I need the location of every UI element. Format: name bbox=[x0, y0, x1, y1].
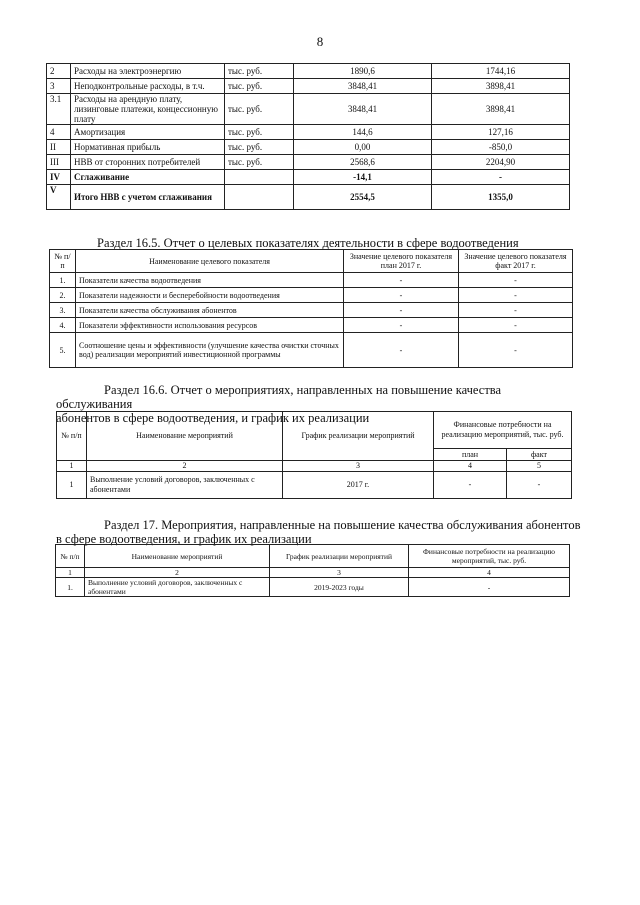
row-fact: 3898,41 bbox=[432, 94, 570, 125]
row-name: Показатели надежности и бесперебойности водоотведения bbox=[76, 288, 344, 303]
row-unit: тыс. руб. bbox=[225, 94, 294, 125]
row-number: 1 bbox=[57, 472, 87, 499]
row-fact: -850,0 bbox=[432, 140, 570, 155]
header-fact: Значение целевого показателя факт 2017 г. bbox=[459, 250, 573, 273]
row-name: Расходы на электроэнергию bbox=[71, 64, 225, 79]
row-unit: тыс. руб. bbox=[225, 155, 294, 170]
column-number: 2 bbox=[87, 461, 283, 472]
table-row bbox=[47, 94, 570, 125]
row-fact: 1744,16 bbox=[432, 64, 570, 79]
row-number: 4. bbox=[50, 318, 76, 333]
row-fact: 1355,0 bbox=[432, 185, 570, 210]
row-unit: тыс. руб. bbox=[225, 125, 294, 140]
table-row bbox=[47, 79, 570, 94]
row-number: 4 bbox=[47, 125, 71, 140]
planned-measures-table bbox=[55, 544, 570, 597]
header-schedule: График реализации мероприятий bbox=[270, 545, 409, 568]
column-number: 4 bbox=[434, 461, 507, 472]
table-row bbox=[50, 333, 573, 368]
table-header-row bbox=[57, 412, 572, 449]
row-fact: - bbox=[459, 273, 573, 288]
header-finance: Финансовые потребности на реализацию мероприятий, тыс. руб. bbox=[409, 545, 570, 568]
row-schedule: 2017 г. bbox=[283, 472, 434, 499]
row-plan: 2568,6 bbox=[294, 155, 432, 170]
row-fact: - bbox=[459, 318, 573, 333]
row-number: III bbox=[47, 155, 71, 170]
row-name: Неподконтрольные расходы, в т.ч. bbox=[71, 79, 225, 94]
header-num: № п/п bbox=[56, 545, 85, 568]
table-row bbox=[47, 64, 570, 79]
row-name: Амортизация bbox=[71, 125, 225, 140]
row-number: 5. bbox=[50, 333, 76, 368]
row-fact: 2204,90 bbox=[432, 155, 570, 170]
row-number: IV bbox=[47, 170, 71, 185]
row-plan: - bbox=[434, 472, 507, 499]
row-unit bbox=[225, 170, 294, 185]
table-row bbox=[47, 140, 570, 155]
header-name: Наименование мероприятий bbox=[85, 545, 270, 568]
header-name: Наименование мероприятий bbox=[87, 412, 283, 461]
table-row bbox=[57, 472, 572, 499]
column-number: 4 bbox=[409, 568, 570, 578]
row-unit: тыс. руб. bbox=[225, 140, 294, 155]
row-plan: 2554,5 bbox=[294, 185, 432, 210]
row-plan: 0,00 bbox=[294, 140, 432, 155]
row-fact: - bbox=[459, 303, 573, 318]
row-number: V bbox=[47, 185, 71, 210]
row-number: 3 bbox=[47, 79, 71, 94]
table-row bbox=[56, 578, 570, 597]
row-unit: тыс. руб. bbox=[225, 64, 294, 79]
section-17-title: Раздел 17. Мероприятия, направленные на повышение качества обслуживания абонентов в сфере водоотведения, и график их реализации bbox=[56, 518, 581, 546]
row-unit: тыс. руб. bbox=[225, 79, 294, 94]
row-fact: 3898,41 bbox=[432, 79, 570, 94]
row-number: 2 bbox=[47, 64, 71, 79]
header-plan: план bbox=[434, 449, 507, 461]
header-name: Наименование целевого показателя bbox=[76, 250, 344, 273]
row-unit bbox=[225, 185, 294, 210]
row-name: Показатели качества обслуживания абонентов bbox=[76, 303, 344, 318]
row-name: Соотношение цены и эффективности (улучшение качества очистки сточных вод) реализации мероприятий инвестиционной программы bbox=[76, 333, 344, 368]
row-plan: 144,6 bbox=[294, 125, 432, 140]
row-name: Показатели эффективности использования ресурсов bbox=[76, 318, 344, 333]
table-row bbox=[47, 155, 570, 170]
row-plan: - bbox=[344, 333, 459, 368]
table-header-row bbox=[56, 545, 570, 568]
table-row bbox=[47, 125, 570, 140]
measures-report-table bbox=[56, 411, 572, 499]
header-num: № п/п bbox=[50, 250, 76, 273]
budget-table bbox=[46, 63, 570, 210]
row-name: Расходы на арендную плату, лизинговые платежи, концессионную плату bbox=[71, 94, 225, 125]
row-fact: 127,16 bbox=[432, 125, 570, 140]
section-16-5-title: Раздел 16.5. Отчет о целевых показателях деятельности в сфере водоотведения bbox=[97, 236, 519, 250]
row-name: НВВ от сторонних потребителей bbox=[71, 155, 225, 170]
row-plan: - bbox=[344, 273, 459, 288]
header-fact: факт bbox=[507, 449, 572, 461]
table-row bbox=[47, 185, 570, 210]
row-fact: - bbox=[459, 288, 573, 303]
table-row bbox=[50, 303, 573, 318]
row-schedule: 2019-2023 годы bbox=[270, 578, 409, 597]
column-number: 1 bbox=[57, 461, 87, 472]
table-row bbox=[50, 273, 573, 288]
row-fact: - bbox=[432, 170, 570, 185]
target-indicators-table bbox=[49, 249, 573, 368]
column-number: 1 bbox=[56, 568, 85, 578]
row-plan: - bbox=[344, 318, 459, 333]
column-number: 2 bbox=[85, 568, 270, 578]
page-number: 8 bbox=[316, 34, 324, 49]
table-row bbox=[50, 318, 573, 333]
row-plan: 1890,6 bbox=[294, 64, 432, 79]
row-plan: -14,1 bbox=[294, 170, 432, 185]
row-number: 2. bbox=[50, 288, 76, 303]
section-16-6-title: Раздел 16.6. Отчет о мероприятиях, направленных на повышение качества обслуживания абонентов в сфере водоотведения, и график их реализации bbox=[56, 383, 502, 425]
header-schedule: График реализации мероприятий bbox=[283, 412, 434, 461]
row-name: Выполнение условий договоров, заключенных с абонентами bbox=[85, 578, 270, 597]
header-plan: Значение целевого показателя план 2017 г. bbox=[344, 250, 459, 273]
row-number: 3.1 bbox=[47, 94, 71, 125]
row-plan: - bbox=[344, 303, 459, 318]
row-name: Нормативная прибыль bbox=[71, 140, 225, 155]
row-plan: - bbox=[344, 288, 459, 303]
row-name: Итого НВВ с учетом сглаживания bbox=[71, 185, 225, 210]
header-finance: Финансовые потребности на реализацию мероприятий, тыс. руб. bbox=[434, 412, 572, 449]
column-number-row bbox=[56, 568, 570, 578]
column-number: 5 bbox=[507, 461, 572, 472]
row-fact: - bbox=[459, 333, 573, 368]
row-number: II bbox=[47, 140, 71, 155]
row-name: Выполнение условий договоров, заключенных с абонентами bbox=[87, 472, 283, 499]
row-number: 1. bbox=[50, 273, 76, 288]
row-number: 1. bbox=[56, 578, 85, 597]
column-number: 3 bbox=[270, 568, 409, 578]
row-name: Сглаживание bbox=[71, 170, 225, 185]
row-fact: - bbox=[507, 472, 572, 499]
header-num: № п/п bbox=[57, 412, 87, 461]
row-plan: 3848,41 bbox=[294, 79, 432, 94]
column-number: 3 bbox=[283, 461, 434, 472]
row-name: Показатели качества водоотведения bbox=[76, 273, 344, 288]
row-finance: - bbox=[409, 578, 570, 597]
table-row bbox=[50, 288, 573, 303]
table-row bbox=[47, 170, 570, 185]
row-plan: 3848,41 bbox=[294, 94, 432, 125]
table-header-row bbox=[50, 250, 573, 273]
column-number-row bbox=[57, 461, 572, 472]
row-number: 3. bbox=[50, 303, 76, 318]
